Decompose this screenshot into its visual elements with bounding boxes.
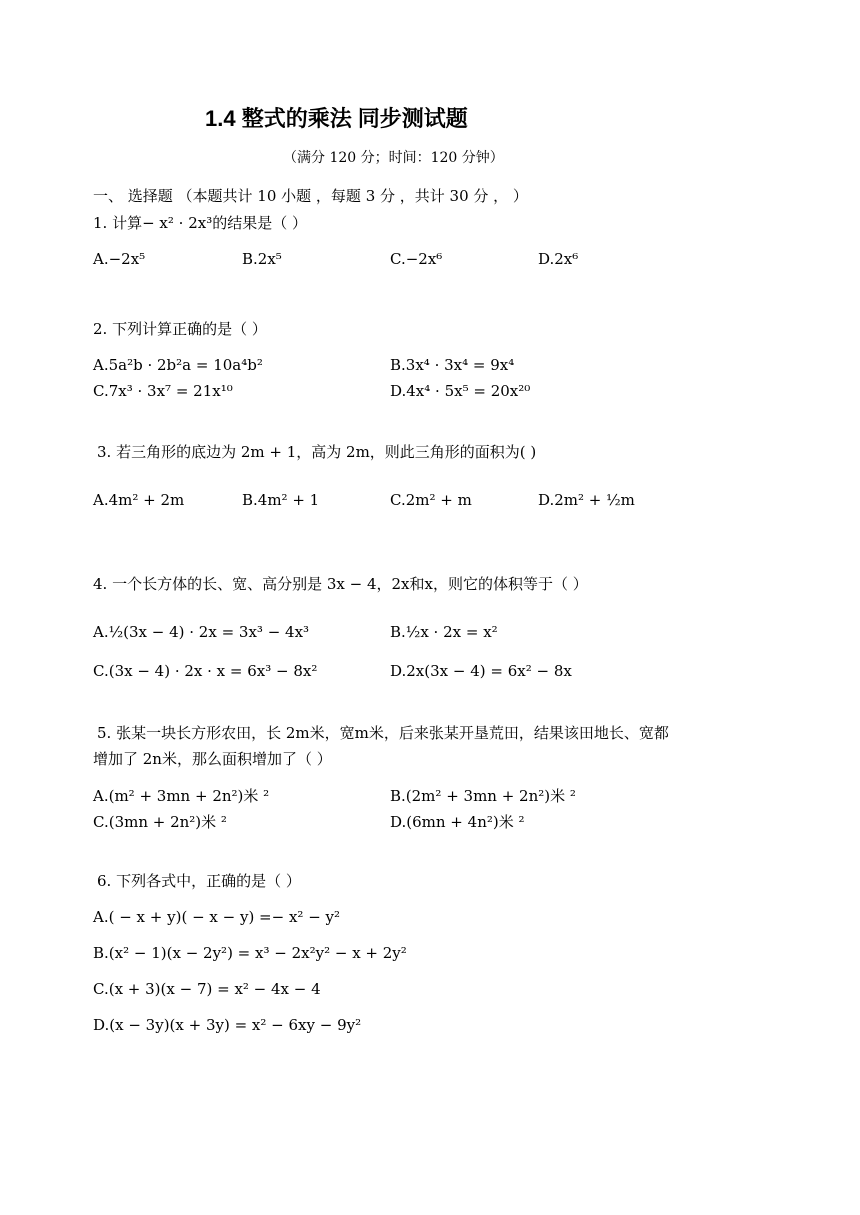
question-1-stem: 1. 计算− x² · 2x³的结果是（ ） [93, 214, 307, 232]
question-2-option-b: B.3x⁴ · 3x⁴ = 9x⁴ [390, 356, 515, 374]
question-4-option-d: D.2x(3x − 4) = 6x² − 8x [390, 662, 572, 680]
question-4-option-b: B.½x · 2x = x² [390, 623, 498, 641]
section-heading: 一、 选择题 （本题共计 10 小题 ，每题 3 分 ，共计 30 分 ， ） [93, 187, 528, 205]
question-2-option-d: D.4x⁴ · 5x⁵ = 20x²⁰ [390, 382, 531, 400]
question-1-option-c: C.−2x⁶ [390, 250, 443, 268]
question-2-option-a: A.5a²b · 2b²a = 10a⁴b² [93, 356, 263, 374]
question-3-stem: 3. 若三角形的底边为 2m + 1，高为 2m，则此三角形的面积为( ) [97, 443, 537, 461]
question-6-option-a: A.( − x + y)( − x − y) =− x² − y² [93, 908, 341, 926]
question-1-option-b: B.2x⁵ [242, 250, 282, 268]
question-6-stem: 6. 下列各式中，正确的是（ ） [97, 872, 301, 890]
question-4-option-a: A.½(3x − 4) · 2x = 3x³ − 4x³ [93, 623, 310, 641]
question-4-stem: 4. 一个长方体的长、宽、高分别是 3x − 4，2x和x，则它的体积等于（ ） [93, 575, 588, 593]
question-5-option-b: B.(2m² + 3mn + 2n²)米 ² [390, 787, 576, 805]
question-3-option-b: B.4m² + 1 [242, 491, 320, 509]
question-6-option-c: C.(x + 3)(x − 7) = x² − 4x − 4 [93, 980, 321, 998]
question-5-stem-line1: 5. 张某一块长方形农田，长 2m米，宽m米，后来张某开垦荒田，结果该田地长、宽都 [97, 724, 669, 742]
question-5-option-a: A.(m² + 3mn + 2n²)米 ² [93, 787, 270, 805]
question-2-option-c: C.7x³ · 3x⁷ = 21x¹⁰ [93, 382, 233, 400]
question-6-option-b: B.(x² − 1)(x − 2y²) = x³ − 2x²y² − x + 2y² [93, 944, 407, 962]
question-5-option-d: D.(6mn + 4n²)米 ² [390, 813, 525, 831]
question-3-option-a: A.4m² + 2m [93, 491, 185, 509]
question-1-option-d: D.2x⁶ [538, 250, 579, 268]
question-3-option-c: C.2m² + m [390, 491, 472, 509]
question-2-stem: 2. 下列计算正确的是（ ） [93, 320, 267, 338]
question-4-option-c: C.(3x − 4) · 2x · x = 6x³ − 8x² [93, 662, 318, 680]
question-3-option-d: D.2m² + ½m [538, 491, 635, 509]
question-5-stem-line2: 增加了 2n米，那么面积增加了（ ） [93, 750, 332, 768]
question-5-option-c: C.(3mn + 2n²)米 ² [93, 813, 227, 831]
page-subtitle: （满分 120 分；时间：120 分钟） [283, 150, 504, 166]
question-6-option-d: D.(x − 3y)(x + 3y) = x² − 6xy − 9y² [93, 1016, 362, 1034]
page-title: 1.4 整式的乘法 同步测试题 [205, 106, 468, 131]
question-1-option-a: A.−2x⁵ [93, 250, 146, 268]
